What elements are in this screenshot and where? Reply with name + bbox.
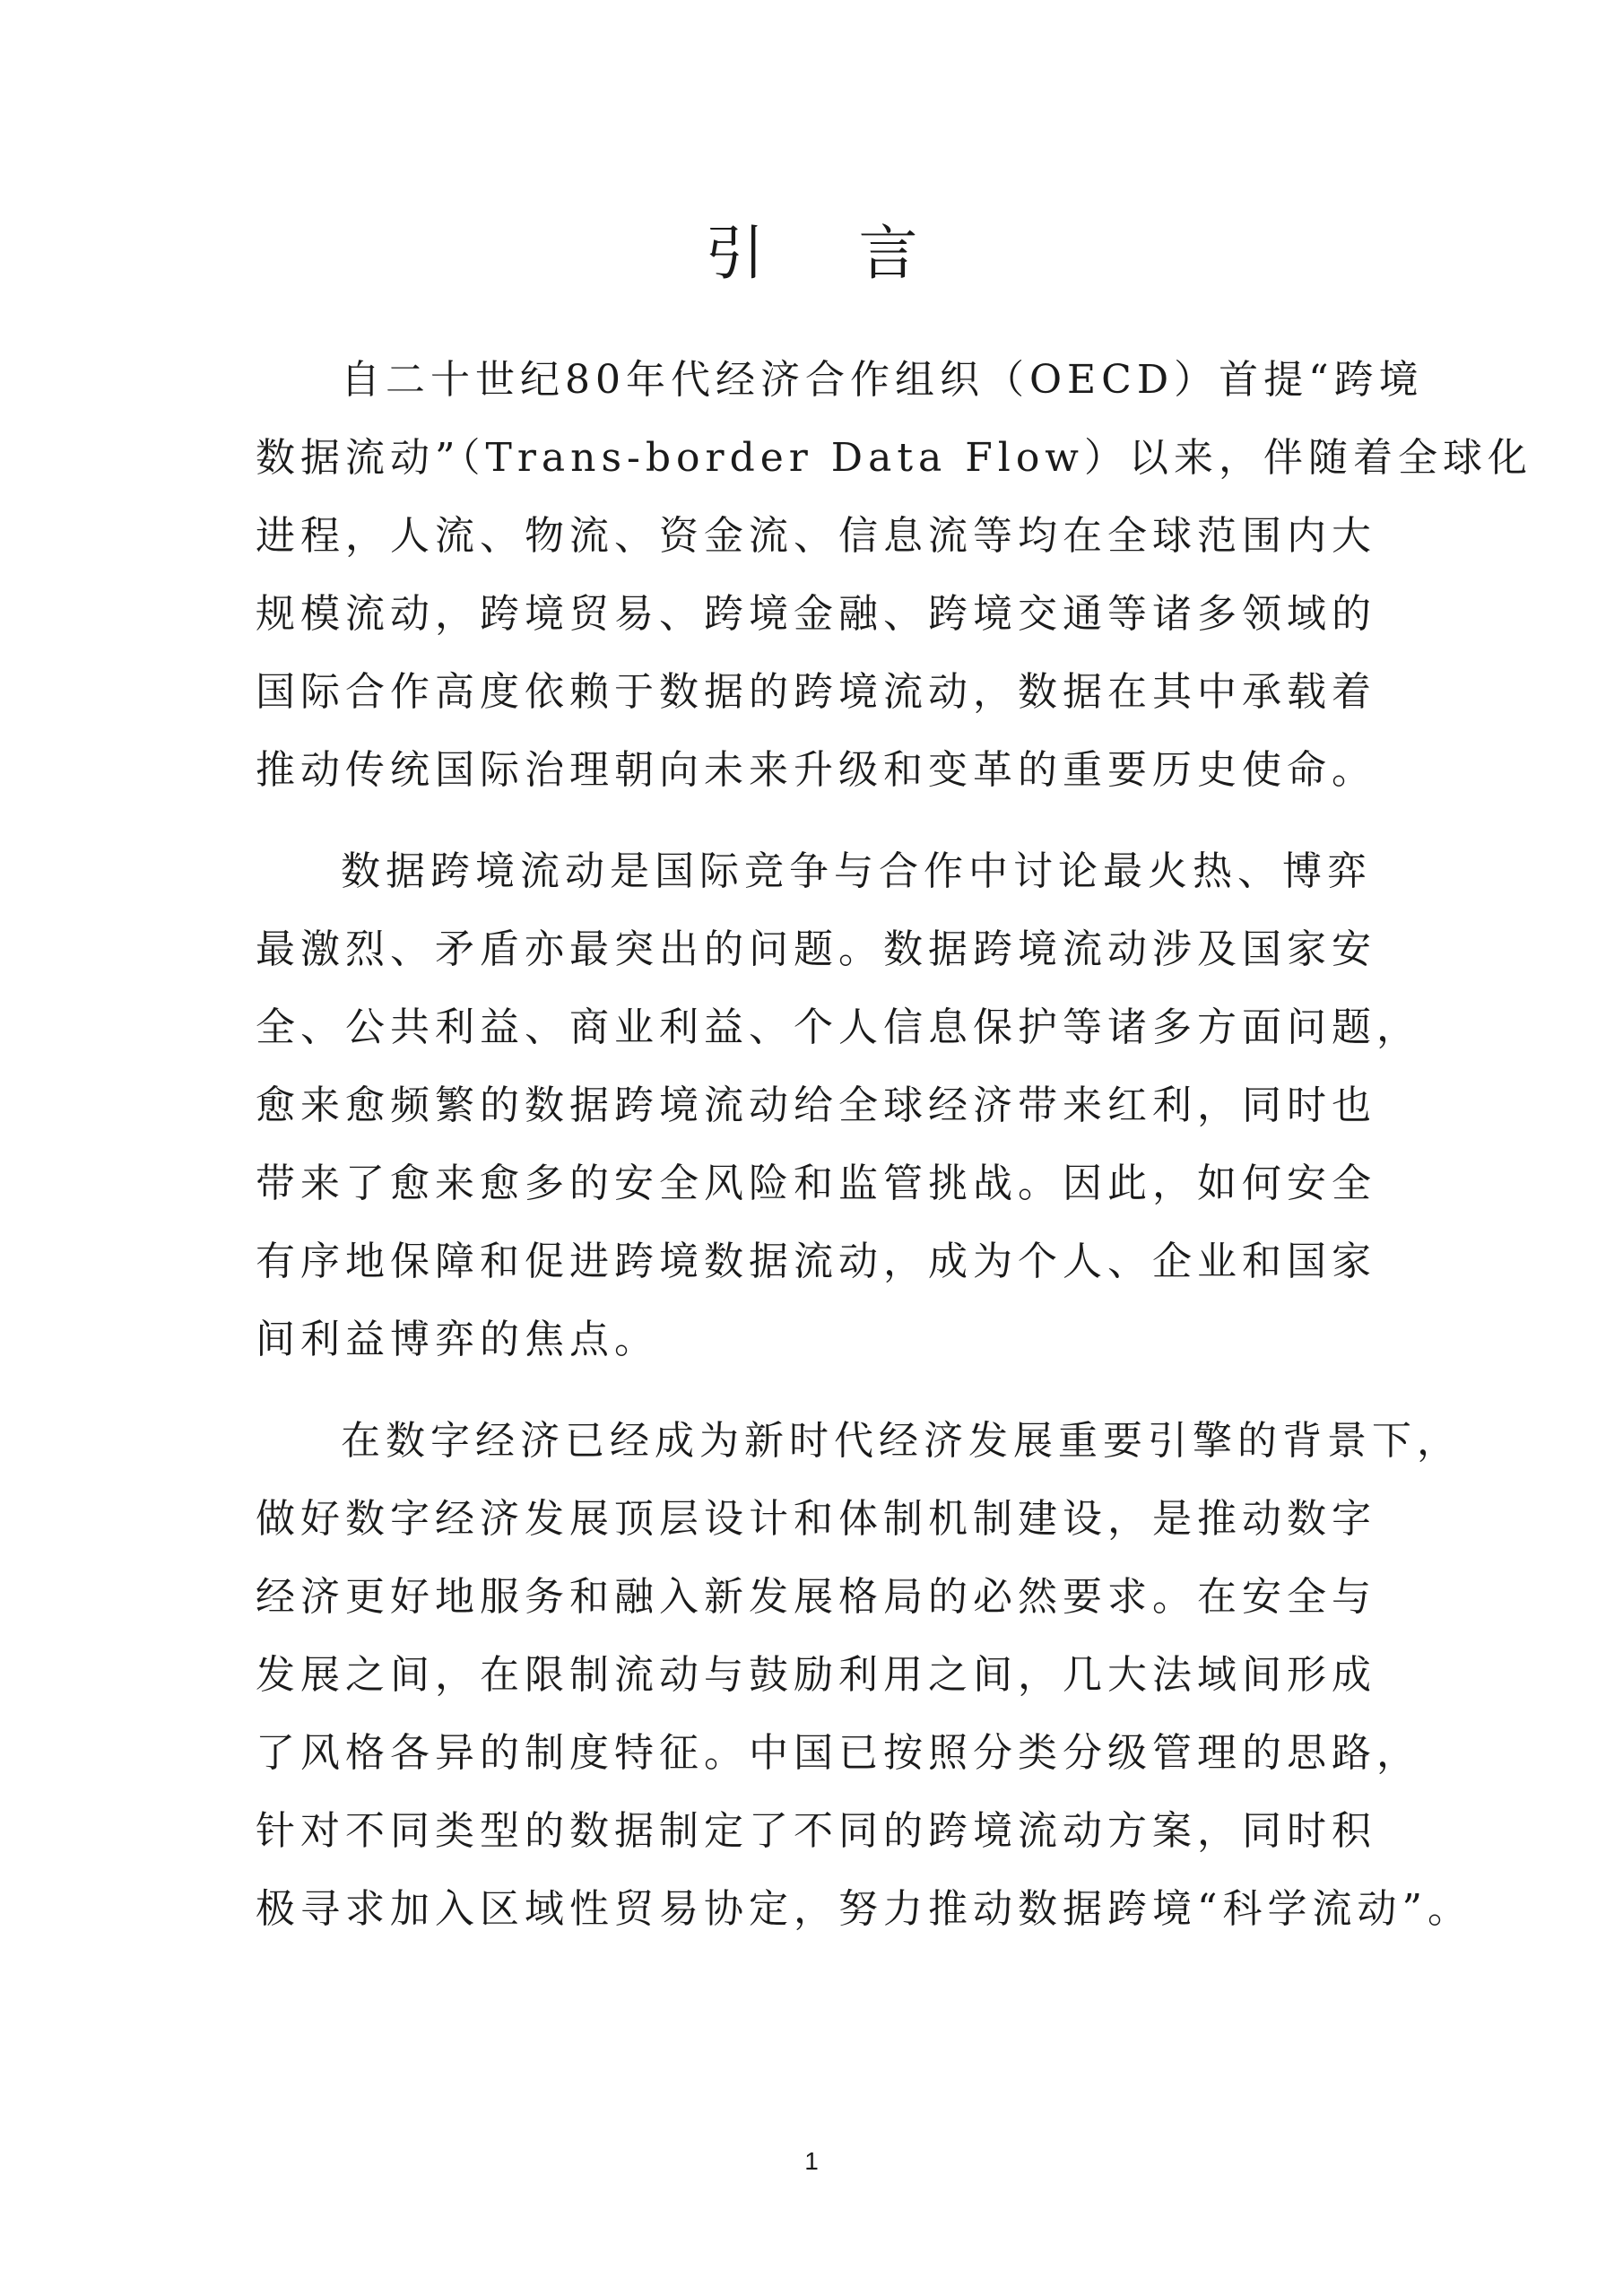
paragraph-2 [256, 832, 1421, 1378]
text-line: 数据流动”（Trans-border Data Flow）以来，伴随着全球化 [256, 435, 1532, 481]
text-line: 规模流动，跨境贸易、跨境金融、跨境交通等诸多领域的 [256, 591, 1376, 637]
paragraph-1 [256, 341, 1532, 809]
text-line: 推动传统国际治理朝向未来升级和变革的重要历史使命。 [256, 747, 1376, 793]
text-line: 国际合作高度依赖于数据的跨境流动，数据在其中承载着 [256, 669, 1376, 715]
page-title: 引 言 [705, 219, 956, 288]
text-line: 最激烈、矛盾亦最突出的问题。数据跨境流动涉及国家安 [256, 926, 1376, 972]
paragraph-3 [256, 1402, 1472, 1948]
text-line: 间利益博弈的焦点。 [256, 1317, 659, 1362]
text-line: 了风格各异的制度特征。中国已按照分类分级管理的思路， [256, 1730, 1421, 1776]
text-line: 自二十世纪80年代经济合作组织（OECD）首提“跨境 [341, 357, 1424, 403]
text-line: 在数字经济已经成为新时代经济发展重要引擎的背景下， [341, 1418, 1462, 1464]
text-line: 全、公共利益、商业利益、个人信息保护等诸多方面问题， [256, 1004, 1421, 1050]
text-line: 极寻求加入区域性贸易协定，努力推动数据跨境“科学流动”。 [256, 1886, 1472, 1932]
text-line: 进程，人流、物流、资金流、信息流等均在全球范围内大 [256, 513, 1376, 559]
body-text [256, 341, 1532, 1971]
text-line: 有序地保障和促进跨境数据流动，成为个人、企业和国家 [256, 1239, 1376, 1284]
text-line: 针对不同类型的数据制定了不同的跨境流动方案，同时积 [256, 1808, 1376, 1854]
text-line: 做好数字经济发展顶层设计和体制机制建设，是推动数字 [256, 1496, 1376, 1542]
page-number: 1 [804, 2147, 819, 2175]
text-line: 带来了愈来愈多的安全风险和监管挑战。因此，如何安全 [256, 1161, 1376, 1206]
text-line: 愈来愈频繁的数据跨境流动给全球经济带来红利，同时也 [256, 1083, 1376, 1128]
text-line: 发展之间，在限制流动与鼓励利用之间，几大法域间形成 [256, 1652, 1376, 1698]
text-line: 经济更好地服务和融入新发展格局的必然要求。在安全与 [256, 1574, 1376, 1620]
text-line: 数据跨境流动是国际竞争与合作中讨论最火热、博弈 [341, 848, 1372, 894]
